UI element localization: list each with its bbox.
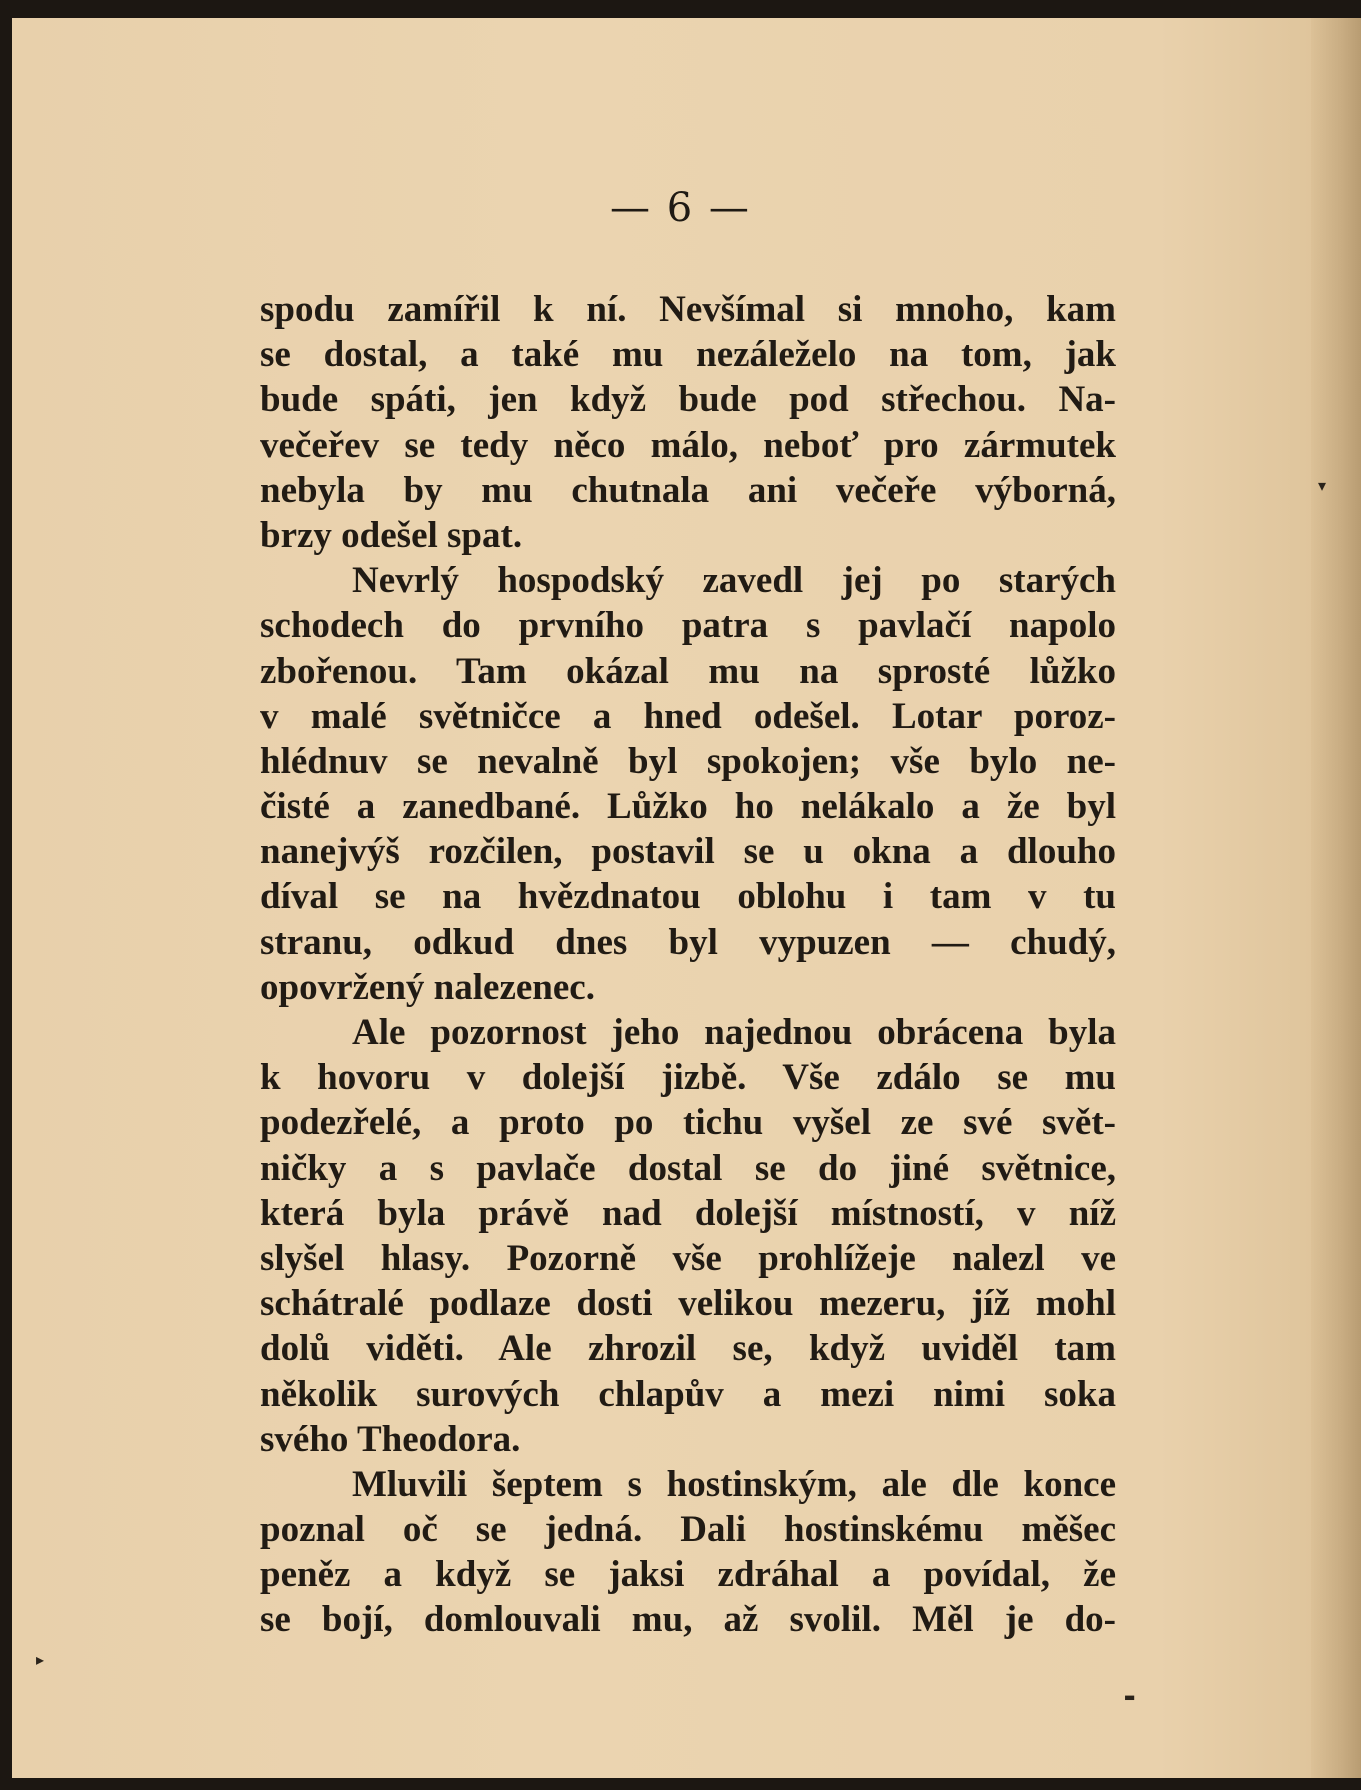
text-line: poznal oč se jedná. Dali hostinskému měšec	[260, 1509, 1116, 1551]
text-line: brzy odešel spat.	[260, 514, 523, 556]
text-line: se dostal, a také mu nezáleželo na tom, jak	[260, 334, 1116, 376]
text-line: Ale pozornost jeho najednou obrácena byla	[352, 1012, 1116, 1053]
text-line: Nevrlý hospodský zavedl jej po starých	[352, 560, 1116, 602]
text-line: v malé světničce a hned odešel. Lotar poroz-	[260, 695, 1116, 737]
text-line: čisté a zanedbané. Lůžko ho nelákalo a že byl	[260, 786, 1116, 828]
text-line: opovržený nalezenec.	[260, 966, 595, 1008]
text-line: slyšel hlasy. Pozorně vše prohlížeje nalezl ve	[260, 1237, 1116, 1279]
margin-speck: ▾	[1318, 476, 1327, 495]
margin-speck: ▸	[36, 1650, 45, 1669]
text-line: svého Theodora.	[260, 1418, 521, 1460]
text-line: nebyla by mu chutnala ani večeře výborná,	[260, 469, 1116, 511]
text-line: zbořenou. Tam okázal mu na sprosté lůžko	[260, 650, 1116, 692]
text-line: několik surových chlapův a mezi nimi soka	[260, 1373, 1116, 1415]
text-line: k hovoru v dolejší jizbě. Vše zdálo se mu	[260, 1057, 1116, 1099]
text-line: stranu, odkud dnes byl vypuzen — chudý,	[260, 921, 1116, 963]
text-line: hlédnuv se nevalně byl spokojen; vše bylo ne-	[260, 740, 1116, 782]
text-line: Mluvili šeptem s hostinským, ale dle konce	[352, 1463, 1116, 1505]
text-line: spodu zamířil k ní. Nevšímal si mnoho, kam	[260, 289, 1116, 330]
text-line: schátralé podlaze dosti velikou mezeru, jíž mohl	[260, 1283, 1116, 1325]
text-line: bude spáti, jen když bude pod střechou. Na-	[260, 379, 1116, 421]
page-gutter-shadow	[1311, 18, 1361, 1778]
text-line: díval se na hvězdnatou oblohu i tam v tu	[260, 876, 1116, 918]
text-line: se bojí, domlouvali mu, až svolil. Měl je do-	[260, 1599, 1116, 1641]
text-line: dolů viděti. Ale zhrozil se, když uviděl tam	[260, 1328, 1116, 1370]
text-line: ničky a s pavlače dostal se do jiné světnice,	[260, 1147, 1116, 1189]
page-number: — 6 —	[610, 185, 751, 231]
text-line: schodech do prvního patra s pavlačí napolo	[260, 605, 1116, 647]
text-line: večeřev se tedy něco málo, neboť pro zármutek	[260, 424, 1116, 466]
text-line: peněz a když se jaksi zdráhal a povídal, že	[260, 1554, 1116, 1596]
text-line: která byla právě nad dolejší místností, v níž	[260, 1192, 1116, 1234]
margin-speck: ▬	[1124, 1690, 1136, 1704]
body-text	[260, 287, 1116, 1643]
text-line: nanejvýš rozčilen, postavil se u okna a dlouho	[260, 831, 1116, 873]
text-line: podezřelé, a proto po tichu vyšel ze své svět-	[260, 1102, 1116, 1144]
